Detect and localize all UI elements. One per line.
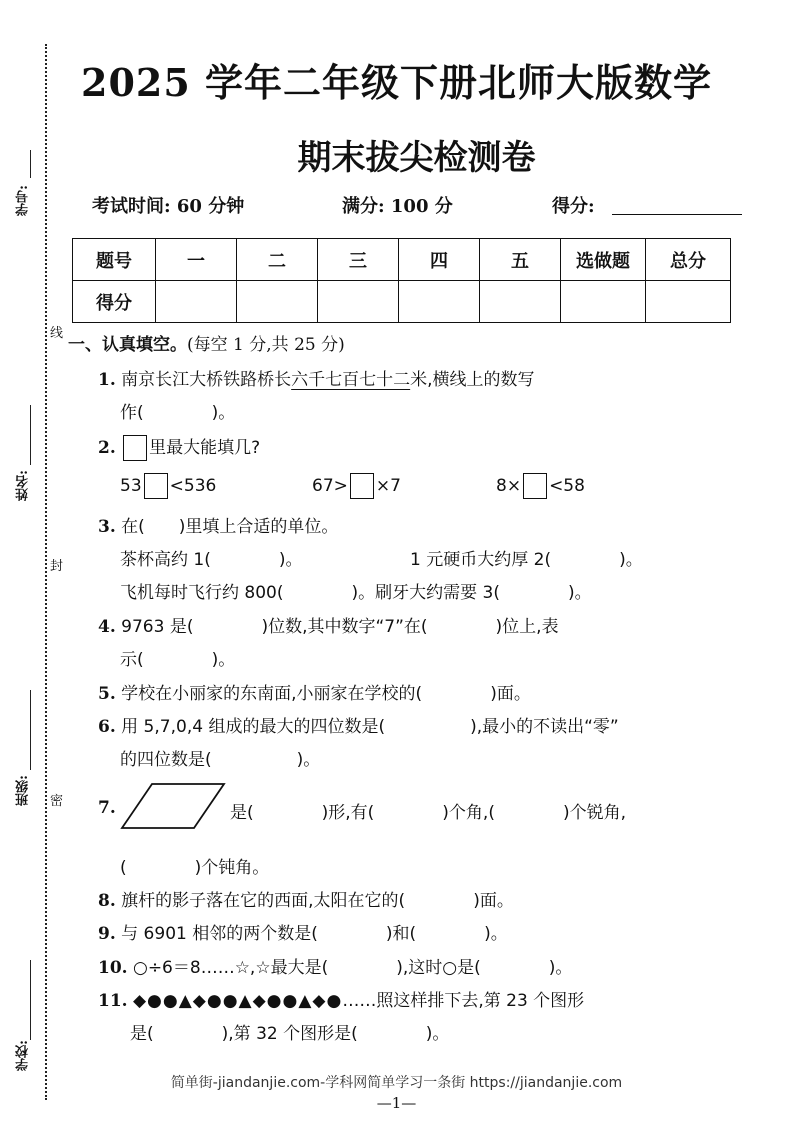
binding-dotted-line <box>45 44 47 1100</box>
question-6 <box>98 712 619 737</box>
table-cell: 四 <box>399 239 480 281</box>
question-5 <box>98 679 531 704</box>
expression-text: ×7 <box>375 476 401 496</box>
score-cell[interactable] <box>156 281 237 323</box>
exam-time: 考试时间: 60 分钟 <box>92 196 245 217</box>
question-7 <box>98 798 116 818</box>
q3-item-b: 1 元硬币大约厚 2( )。 <box>410 550 643 570</box>
school-line <box>30 960 31 1040</box>
seal-word-line: 线 <box>50 322 63 341</box>
expression-text: <536 <box>169 476 217 496</box>
table-cell: 二 <box>237 239 318 281</box>
question-text: 与 6901 相邻的两个数是( )和( )。 <box>121 924 508 944</box>
seal-word-seal: 封 <box>50 555 63 574</box>
question-10 <box>98 953 572 978</box>
score-cell[interactable] <box>561 281 646 323</box>
score-table-score-row <box>73 281 731 323</box>
name-line <box>30 405 31 465</box>
school-label: 学校: <box>16 1040 31 1071</box>
score-blank[interactable] <box>612 214 742 215</box>
name-label: 姓名: <box>16 470 31 501</box>
watermark-footer: 简单街-jiandanjie.com-学科网简单学习一条街 https://jiandanjie.com <box>170 1075 623 1091</box>
expression-text: 67> <box>312 476 348 496</box>
question-number: 10. <box>98 958 128 978</box>
question-7-continued: ( )个钝角。 <box>120 858 270 878</box>
question-text: 旗杆的影子落在它的西面,太阳在它的( )面。 <box>121 891 514 911</box>
question-number: 6. <box>98 717 116 737</box>
question-11-continued: 是( ),第 32 个图形是( )。 <box>130 1024 450 1044</box>
score-cell[interactable] <box>318 281 399 323</box>
question-7-text: 是( )形,有( )个角,( )个锐角, <box>230 803 627 823</box>
question-text: 里最大能填几? <box>149 438 261 458</box>
expression-text: 8× <box>496 476 522 496</box>
q2-expression-1 <box>120 473 216 499</box>
expression-text: 53 <box>120 476 142 496</box>
question-2 <box>98 433 260 461</box>
score-table <box>72 238 731 323</box>
section-note: (每空 1 分,共 25 分) <box>187 335 345 355</box>
question-4 <box>98 612 559 637</box>
table-cell: 一 <box>156 239 237 281</box>
class-label: 班级: <box>16 775 31 806</box>
page-subtitle: 期末拔尖检测卷 <box>297 138 536 178</box>
answer-box[interactable] <box>523 473 547 499</box>
question-1 <box>98 365 535 390</box>
underlined-text: 六千七百七十二 <box>291 370 411 390</box>
question-number: 11. <box>98 991 128 1011</box>
expression-text: <58 <box>549 476 585 496</box>
question-text: 学校在小丽家的东南面,小丽家在学校的( )面。 <box>121 684 531 704</box>
answer-box[interactable] <box>350 473 374 499</box>
page-title: 2025 学年二年级下册北师大版数学 <box>81 60 712 105</box>
blank-box <box>123 435 147 461</box>
section-heading <box>68 330 345 355</box>
score-cell[interactable] <box>399 281 480 323</box>
question-text: 9763 是( )位数,其中数字“7”在( )位上,表 <box>121 617 559 637</box>
question-number: 2. <box>98 438 116 458</box>
question-3 <box>98 512 338 537</box>
q3-item-c: 飞机每时飞行约 800( )。刷牙大约需要 3( )。 <box>120 583 592 603</box>
parallelogram-figure <box>120 782 228 832</box>
table-cell: 总分 <box>646 239 731 281</box>
shape-sequence: ◆●●▲◆●●▲◆●●▲◆● <box>132 991 343 1011</box>
table-cell: 得分 <box>73 281 156 323</box>
question-text: 南京长江大桥铁路桥长 <box>121 370 292 390</box>
table-cell: 五 <box>480 239 561 281</box>
q3-item-a: 茶杯高约 1( )。 <box>120 550 303 570</box>
question-8 <box>98 886 514 911</box>
question-number: 7. <box>98 798 116 818</box>
score-cell[interactable] <box>646 281 731 323</box>
question-11 <box>98 986 584 1011</box>
question-number: 5. <box>98 684 116 704</box>
class-line <box>30 690 31 770</box>
full-score: 满分: 100 分 <box>342 196 453 217</box>
q2-expression-2 <box>312 473 401 499</box>
section-title: 一、认真填空。 <box>68 335 187 355</box>
table-cell: 三 <box>318 239 399 281</box>
table-cell: 选做题 <box>561 239 646 281</box>
question-number: 4. <box>98 617 116 637</box>
q2-expression-3 <box>496 473 585 499</box>
answer-box[interactable] <box>144 473 168 499</box>
table-cell: 题号 <box>73 239 156 281</box>
question-text: 用 5,7,0,4 组成的最大的四位数是( ),最小的不读出“零” <box>121 717 619 737</box>
question-number: 8. <box>98 891 116 911</box>
score-cell[interactable] <box>237 281 318 323</box>
question-number: 9. <box>98 924 116 944</box>
score-table-header-row <box>73 239 731 281</box>
seal-word-secret: 密 <box>50 790 63 809</box>
page-number: —1— <box>376 1094 417 1112</box>
score-cell[interactable] <box>480 281 561 323</box>
question-text: 在( )里填上合适的单位。 <box>121 517 339 537</box>
question-text: ……照这样排下去,第 23 个图形 <box>342 991 585 1011</box>
student-id-label: 学号: <box>16 185 31 216</box>
question-4-continued: 示( )。 <box>120 650 236 670</box>
question-number: 3. <box>98 517 116 537</box>
question-6-continued: 的四位数是( )。 <box>120 750 321 770</box>
question-1-continued: 作( )。 <box>120 403 236 423</box>
question-text: ○÷6＝8……☆,☆最大是( ),这时○是( )。 <box>132 958 573 978</box>
question-9 <box>98 919 508 944</box>
question-text: 米,横线上的数写 <box>410 370 535 390</box>
question-number: 1. <box>98 370 116 390</box>
score-label: 得分: <box>552 196 595 217</box>
